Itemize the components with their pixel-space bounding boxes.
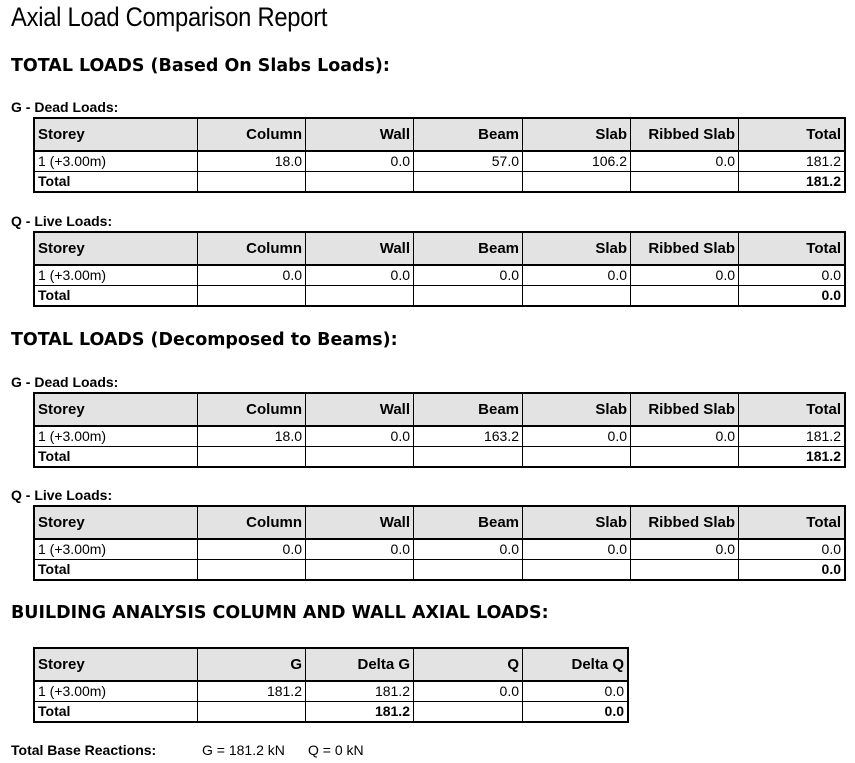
- dead-loads-label: G - Dead Loads:: [11, 99, 119, 115]
- table-header-row: [35, 119, 844, 152]
- total-delta-q: 0.0: [604, 703, 624, 719]
- cell-beam: 57.0: [414, 152, 523, 171]
- col-header-wall: Wall: [306, 233, 414, 264]
- total-label: Total: [35, 702, 198, 722]
- col-header-total: Total: [806, 514, 841, 531]
- cell-slab: 0.0: [523, 540, 631, 559]
- col-header-storey: Storey: [35, 394, 198, 425]
- cell-column: 18.0: [198, 152, 306, 171]
- col-header-beam: Beam: [414, 507, 523, 538]
- cell-column: 0.0: [198, 266, 306, 285]
- col-header-g: G: [198, 649, 306, 680]
- section-heading-slab-loads: TOTAL LOADS (Based On Slabs Loads):: [11, 55, 390, 76]
- cell-storey: 1 (+3.00m): [35, 682, 198, 701]
- table-row: [35, 682, 627, 702]
- col-header-beam: Beam: [414, 233, 523, 264]
- col-header-total: Total: [806, 401, 841, 418]
- cell-wall: 0.0: [306, 427, 414, 446]
- live-loads-table-slabs: [33, 231, 846, 307]
- cell-beam: 163.2: [414, 427, 523, 446]
- col-header-total: Total: [806, 240, 841, 257]
- col-header-storey: Storey: [35, 649, 198, 680]
- table-row: [35, 540, 844, 560]
- total-label: Total: [35, 560, 198, 580]
- base-reactions: [11, 742, 364, 758]
- total-value: 181.2: [805, 173, 841, 189]
- col-header-storey: Storey: [35, 507, 198, 538]
- table-header-row: [35, 649, 627, 682]
- cell-beam: 0.0: [414, 266, 523, 285]
- table-total-row: [35, 172, 844, 192]
- cell-g: 181.2: [198, 682, 306, 701]
- table-row: [35, 266, 844, 286]
- base-reaction-g: G = 181.2 kN: [202, 742, 285, 758]
- cell-wall: 0.0: [306, 152, 414, 171]
- table-total-row: [35, 447, 844, 467]
- col-header-beam: Beam: [414, 394, 523, 425]
- cell-storey: 1 (+3.00m): [35, 540, 198, 559]
- cell-column: 0.0: [198, 540, 306, 559]
- base-reaction-q: Q = 0 kN: [308, 742, 364, 758]
- base-reactions-label: Total Base Reactions:: [11, 742, 157, 758]
- total-label: Total: [35, 172, 198, 192]
- live-loads-table-beams: [33, 505, 846, 581]
- report-title: Axial Load Comparison Report: [11, 2, 328, 32]
- cell-q: 0.0: [414, 682, 523, 701]
- dead-loads-table-beams: [33, 392, 846, 468]
- section-heading-building-analysis: BUILDING ANALYSIS COLUMN AND WALL AXIAL LOADS:: [11, 602, 549, 623]
- live-loads-label: Q - Live Loads:: [11, 213, 113, 229]
- cell-delta-q: 0.0: [604, 683, 624, 699]
- col-header-ribbed-slab: Ribbed Slab: [631, 507, 739, 538]
- table-header-row: [35, 233, 844, 266]
- table-row: [35, 152, 844, 172]
- cell-wall: 0.0: [306, 266, 414, 285]
- section-heading-decomposed-beams: TOTAL LOADS (Decomposed to Beams):: [11, 329, 398, 350]
- dead-loads-label: G - Dead Loads:: [11, 374, 119, 390]
- cell-slab: 106.2: [523, 152, 631, 171]
- col-header-column: Column: [198, 233, 306, 264]
- cell-storey: 1 (+3.00m): [35, 427, 198, 446]
- total-value: 0.0: [821, 561, 841, 577]
- axial-loads-table: [33, 647, 629, 723]
- col-header-slab: Slab: [523, 394, 631, 425]
- col-header-delta-g: Delta G: [306, 649, 414, 680]
- cell-wall: 0.0: [306, 540, 414, 559]
- col-header-column: Column: [198, 507, 306, 538]
- col-header-ribbed-slab: Ribbed Slab: [631, 233, 739, 264]
- cell-ribbed-slab: 0.0: [631, 540, 739, 559]
- cell-total: 181.2: [805, 153, 841, 169]
- table-row: [35, 427, 844, 447]
- col-header-beam: Beam: [414, 119, 523, 150]
- cell-storey: 1 (+3.00m): [35, 152, 198, 171]
- cell-ribbed-slab: 0.0: [631, 427, 739, 446]
- table-total-row: [35, 702, 627, 722]
- table-total-row: [35, 560, 844, 580]
- total-delta-g: 181.2: [306, 702, 414, 722]
- col-header-slab: Slab: [523, 119, 631, 150]
- cell-total: 0.0: [821, 541, 841, 557]
- col-header-total: Total: [806, 126, 841, 143]
- total-label: Total: [35, 286, 198, 306]
- table-total-row: [35, 286, 844, 306]
- col-header-ribbed-slab: Ribbed Slab: [631, 119, 739, 150]
- col-header-wall: Wall: [306, 394, 414, 425]
- cell-total: 181.2: [805, 428, 841, 444]
- col-header-slab: Slab: [523, 233, 631, 264]
- cell-storey: 1 (+3.00m): [35, 266, 198, 285]
- table-header-row: [35, 507, 844, 540]
- cell-ribbed-slab: 0.0: [631, 266, 739, 285]
- cell-beam: 0.0: [414, 540, 523, 559]
- col-header-delta-q: Delta Q: [571, 656, 624, 673]
- cell-delta-g: 181.2: [306, 682, 414, 701]
- total-label: Total: [35, 447, 198, 467]
- cell-total: 0.0: [821, 267, 841, 283]
- col-header-column: Column: [198, 119, 306, 150]
- col-header-storey: Storey: [35, 119, 198, 150]
- cell-column: 18.0: [198, 427, 306, 446]
- table-header-row: [35, 394, 844, 427]
- col-header-q: Q: [414, 649, 523, 680]
- total-value: 181.2: [805, 448, 841, 464]
- col-header-ribbed-slab: Ribbed Slab: [631, 394, 739, 425]
- col-header-slab: Slab: [523, 507, 631, 538]
- total-value: 0.0: [821, 287, 841, 303]
- col-header-storey: Storey: [35, 233, 198, 264]
- col-header-column: Column: [198, 394, 306, 425]
- cell-slab: 0.0: [523, 427, 631, 446]
- cell-ribbed-slab: 0.0: [631, 152, 739, 171]
- col-header-wall: Wall: [306, 507, 414, 538]
- live-loads-label: Q - Live Loads:: [11, 487, 113, 503]
- dead-loads-table-slabs: [33, 117, 846, 193]
- cell-slab: 0.0: [523, 266, 631, 285]
- col-header-wall: Wall: [306, 119, 414, 150]
